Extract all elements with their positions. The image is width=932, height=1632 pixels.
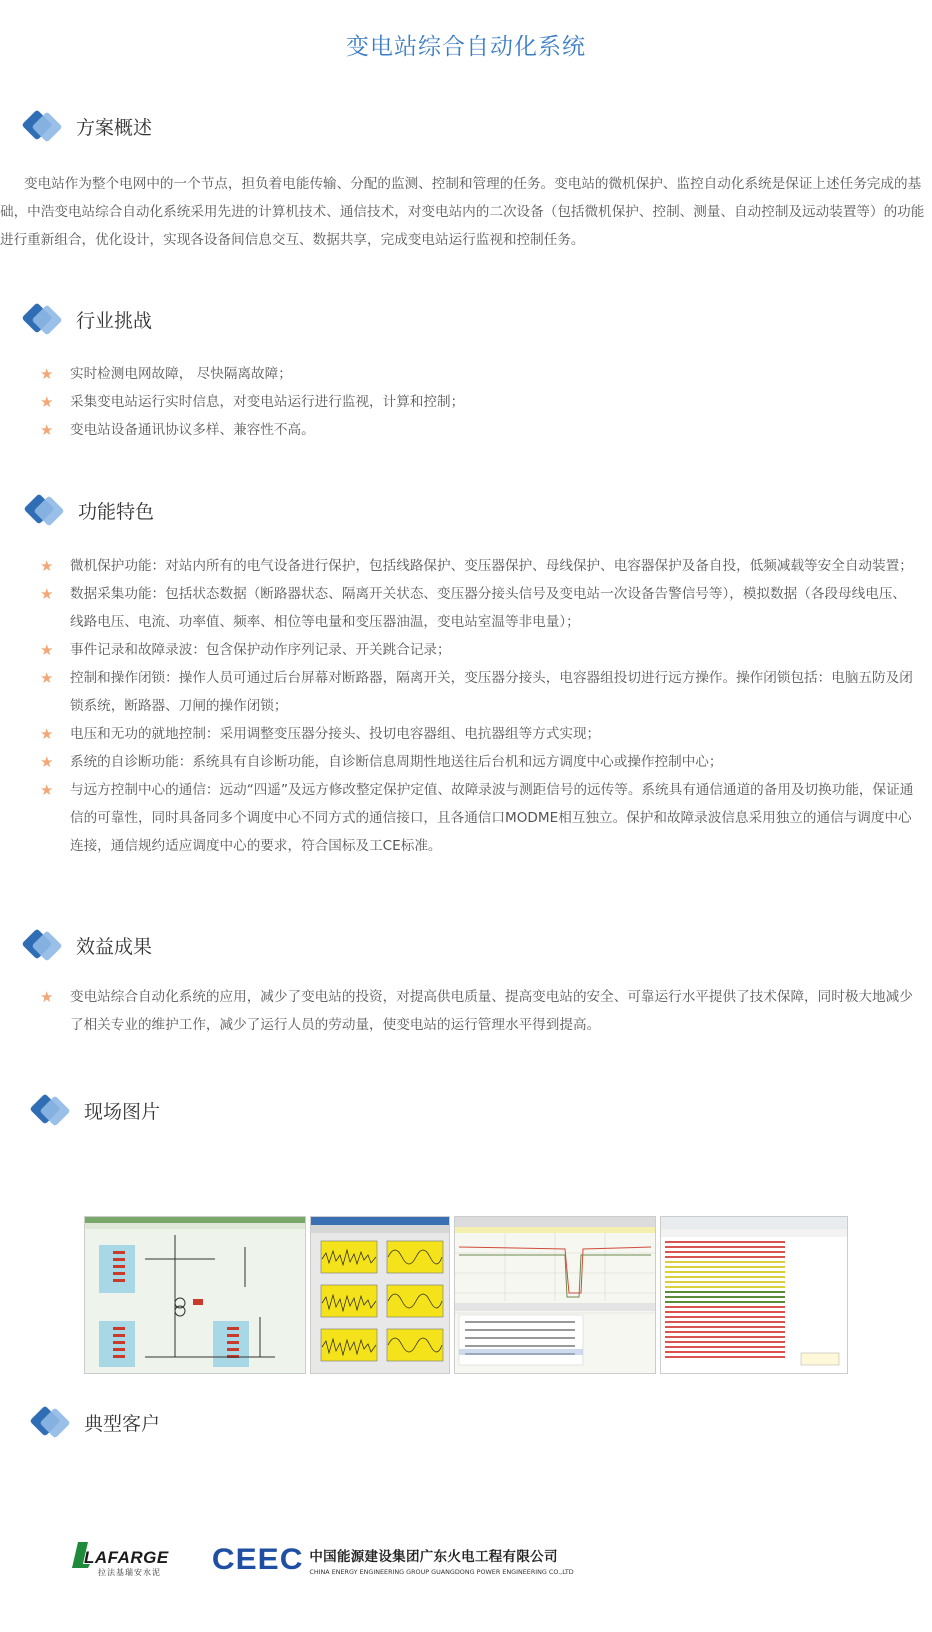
list-item: ★ 变电站综合自动化系统的应用，减少了变电站的投资，对提高供电质量、提高变电站的安全、可靠运行水平提供了技术保障，同时极大地减少了相关专业的维护工作，减少了运行人员的劳动量，使变电站的运行管理水平得到提高。 [38, 983, 918, 1039]
star-icon: ★ [40, 669, 54, 687]
star-icon: ★ [40, 753, 54, 771]
section-features-header [22, 490, 154, 530]
diamond-bullet-icon [28, 1402, 74, 1442]
ceec-logo [211, 1543, 574, 1577]
photo-event-log [660, 1216, 848, 1374]
ceec-mark: CEEC [211, 1543, 304, 1576]
list-item: ★ 事件记录和故障录波：包含保护动作序列记录、开关跳合记录； [38, 636, 918, 664]
star-icon: ★ [40, 725, 54, 743]
section-photos-header [28, 1090, 160, 1130]
photo-trend-chart [454, 1216, 656, 1374]
lafarge-brand: LAFARGE [84, 1548, 169, 1567]
list-item: ★ 与远方控制中心的通信：远动“四遥”及远方修改整定保护定值、故障录波与测距信号的远传等。系统具有通信通道的备用及切换功能，保证通信的可靠性，同时具备同多个调度中心不同方式的通信接口，且各通信口MODME相互独立。保护和故障录波信息采用独立的通信与调度中心连接，通信规约适应调度中心的要求，符合国标及工CE标准。 [38, 776, 918, 860]
photo-waveform-monitor [310, 1216, 450, 1374]
section-photos-title: 现场图片 [84, 1100, 161, 1123]
section-results-title: 效益成果 [76, 935, 153, 958]
star-icon: ★ [40, 365, 54, 383]
challenges-list [38, 360, 918, 444]
star-icon: ★ [40, 641, 54, 659]
star-icon: ★ [40, 557, 54, 575]
section-customers-title: 典型客户 [84, 1412, 161, 1435]
star-icon: ★ [40, 421, 54, 439]
overview-paragraph: 变电站作为整个电网中的一个节点，担负着电能传输、分配的监测、控制和管理的任务。变电站的微机保护、监控自动化系统是保证上述任务完成的基础，中浩变电站综合自动化系统采用先进的计算机技术、通信技术，对变电站内的二次设备（包括微机保护、控制、测量、自动控制及远动装置等）的功能进行重新组合，优化设计，实现各设备间信息交互、数据共享，完成变电站运行监视和控制任务。 [0, 176, 925, 248]
star-icon: ★ [40, 781, 54, 799]
page-title: 变电站综合自动化系统 [346, 34, 586, 60]
lafarge-logo [72, 1542, 168, 1578]
star-icon: ★ [40, 585, 54, 603]
list-item: ★ 微机保护功能：对站内所有的电气设备进行保护，包括线路保护、变压器保护、母线保护、电容器保护及备自投，低频减载等安全自动装置； [38, 552, 918, 580]
ceec-name-cn: 中国能源建设集团广东火电工程有限公司 [309, 1548, 558, 1565]
diamond-bullet-icon [22, 490, 68, 530]
customer-logos [72, 1542, 574, 1578]
section-overview-title: 方案概述 [76, 116, 153, 139]
diamond-bullet-icon [20, 299, 66, 339]
list-item: ★ 电压和无功的就地控制：采用调整变压器分接头、投切电容器组、电抗器组等方式实现； [38, 720, 918, 748]
list-item: ★ 采集变电站运行实时信息，对变电站运行进行监视，计算和控制； [38, 388, 918, 416]
star-icon: ★ [40, 393, 54, 411]
diamond-bullet-icon [20, 925, 66, 965]
list-item: ★ 系统的自诊断功能：系统具有自诊断功能，自诊断信息周期性地送往后台机和远方调度中心或操作控制中心； [38, 748, 918, 776]
list-item: ★ 实时检测电网故障， 尽快隔离故障； [38, 360, 918, 388]
results-list [38, 983, 918, 1039]
section-results-header [20, 925, 152, 965]
ceec-name-en: CHINA ENERGY ENGINEERING GROUP GUANGDONG POWER ENGINEERING CO.,LTD [309, 1567, 574, 1576]
section-challenges-title: 行业挑战 [76, 309, 153, 332]
list-item: ★ 控制和操作闭锁：操作人员可通过后台屏幕对断路器，隔离开关，变压器分接头，电容器组投切进行远方操作。操作闭锁包括：电脑五防及闭锁系统，断路器、刀闸的操作闭锁； [38, 664, 918, 720]
photo-substation-diagram [84, 1216, 306, 1374]
lafarge-subtitle: 拉法基瑞安水泥 [98, 1568, 161, 1577]
section-challenges-header [20, 299, 152, 339]
diamond-bullet-icon [28, 1090, 74, 1130]
section-customers-header [28, 1402, 160, 1442]
features-list [38, 552, 918, 860]
section-overview-header [20, 106, 152, 146]
list-item: ★ 变电站设备通讯协议多样、兼容性不高。 [38, 416, 918, 444]
section-features-title: 功能特色 [78, 500, 155, 523]
photo-gallery [84, 1216, 848, 1372]
star-icon: ★ [40, 988, 54, 1006]
list-item: ★ 数据采集功能：包括状态数据（断路器状态、隔离开关状态、变压器分接头信号及变电站一次设备告警信号等），模拟数据（各段母线电压、线路电压、电流、功率值、频率、相位等电量和变压器油温，变电站室温等非电量）； [38, 580, 918, 636]
diamond-bullet-icon [20, 106, 66, 146]
